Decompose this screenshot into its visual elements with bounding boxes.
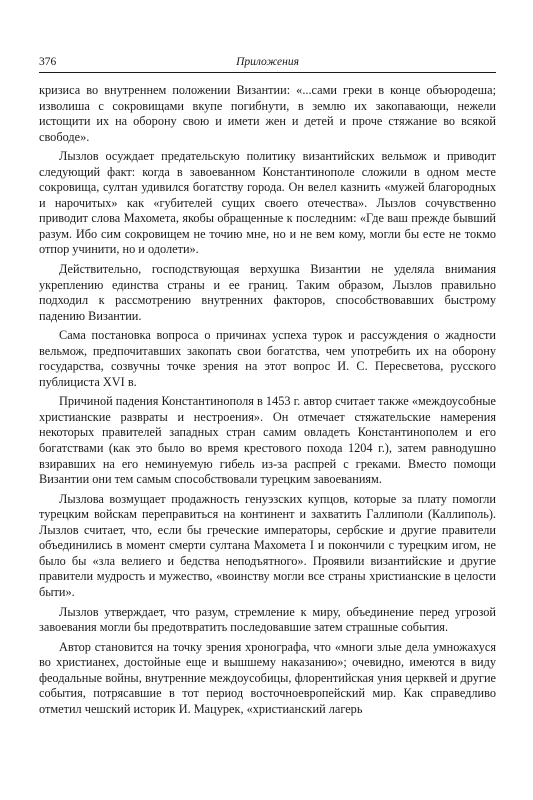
paragraph: Причиной падения Константинополя в 1453 г. автор считает также «междоусобные христианские развраты и нестроения». Он отмечает стяжательские намерения некоторых правителей западных стран самим овладеть Константинополем и его богатствами (как это было во время крестового похода 1204 г.), затем равнодушно взиравших на его неминуемую гибель из-за распрей с греками. Вместо помощи Византии они тем самым способствовали турецким завоеваниям. xyxy=(39,394,496,487)
running-header xyxy=(39,52,496,72)
paragraph: Лызлов осуждает предательскую политику византийских вельмож и приводит следующий факт: когда в завоеванном Константинополе сложили в одном месте сокровища, султан удивился богатству города. Он велел казнить «мужей благородных и нарочитых» как «губителей сущих своего отечества». Лызлов сочувственно приводит слова Махомета, якобы обращенные к последним: «Где ваш прежде бывший разум. Ибо сим сокровищем не точию мне, но и не вем кому, могли бы есте не токмо отпор учинити, но и одолети». xyxy=(39,149,496,257)
paragraph: Сама постановка вопроса о причинах успеха турок и рассуждения о жадности вельмож, предпочитавших закопать свои богатства, чем употребить их на оборону государства, созвучны точке зрения на этот вопрос И. С. Пересветова, русского публициста XVI в. xyxy=(39,328,496,389)
paragraph: Действительно, господствующая верхушка Византии не уделяла внимания укреплению единства страны и ее границ. Таким образом, Лызлов правильно подходил к рассмотрению внутренних факторов, способствовавших быстрому падению Византии. xyxy=(39,262,496,323)
paragraph: Автор становится на точку зрения хронографа, что «многи злые дела умножахуся во христианех, достойные еще и вышшему наказанию»; очевидно, имеются в виду феодальные войны, внутренние междоусобицы, флорентийская уния церквей и другие события, потрясавшие в тот период восточноевропейский мир. Как справедливо отметил чешский историк И. Мацурек, «христианский лагерь xyxy=(39,639,496,716)
section-title: Приложения xyxy=(236,56,299,68)
page-number: 376 xyxy=(39,56,57,68)
paragraph: кризиса во внутреннем положении Византии: «...сами греки в конце объюродеша; изволиша с сокровищами вкупе погибнути, в землю их закопавающи, нежели истощити их на оборону свою и имети жен и детей и проче стяжание во всякой свободе». xyxy=(39,83,496,144)
paragraph: Лызлова возмущает продажность генуэзских купцов, которые за плату помогли турецким войскам переправиться на континент и захватить Галлиполи (Каллиполь). Лызлов считает, что, если бы греческие императоры, сербские и другие правители объединились в момент смерти султана Махомета I и покончили с турецким игом, не было бы «зла велиего и бедства неподъятного». Проявили византийские и другие правители мудрость и мужество, «воинству могли все страны христианские в целости быти». xyxy=(39,491,496,599)
header-rule xyxy=(39,72,496,73)
paragraph: Лызлов утверждает, что разум, стремление к миру, объединение перед угрозой завоевания могли бы предотвратить последовавшие затем страшные события. xyxy=(39,604,496,635)
body-text xyxy=(39,83,496,717)
book-page xyxy=(39,52,496,721)
